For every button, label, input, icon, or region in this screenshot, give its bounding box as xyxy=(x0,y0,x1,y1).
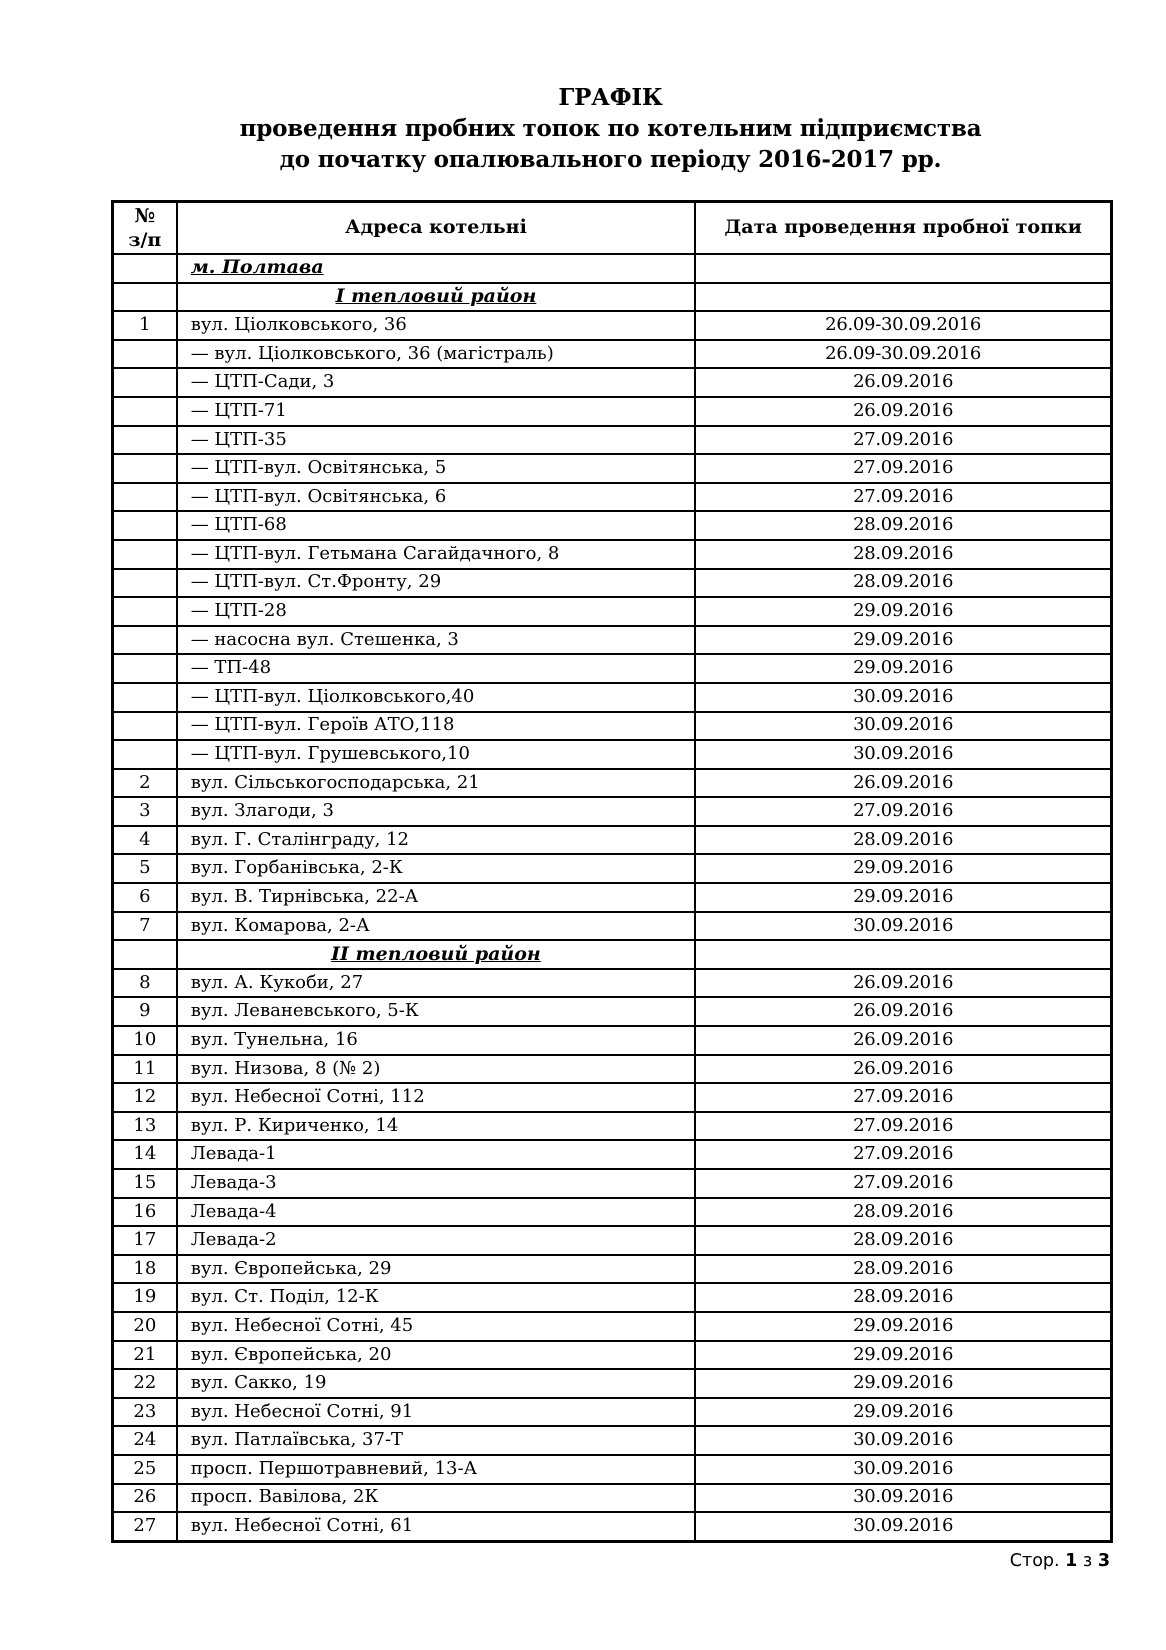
row-number-cell: 5 xyxy=(113,854,177,883)
address-cell: — насосна вул. Стешенка, 3 xyxy=(177,626,696,655)
row-number-cell: 14 xyxy=(113,1140,177,1169)
address-cell: вул. Небесної Сотні, 61 xyxy=(177,1512,696,1541)
address-cell: вул. Р. Кириченко, 14 xyxy=(177,1112,696,1141)
row-number-cell xyxy=(113,940,177,969)
address-cell: вул. Сакко, 19 xyxy=(177,1369,696,1398)
table-row xyxy=(113,511,1112,540)
row-number-cell: 13 xyxy=(113,1112,177,1141)
row-number-cell xyxy=(113,626,177,655)
date-cell: 30.09.2016 xyxy=(695,683,1111,712)
date-cell: 29.09.2016 xyxy=(695,1398,1111,1427)
page-footer xyxy=(111,1551,1110,1571)
address-cell: — ЦТП-вул. Освітянська, 6 xyxy=(177,483,696,512)
row-number-cell xyxy=(113,540,177,569)
date-cell xyxy=(695,283,1111,312)
table-row xyxy=(113,1226,1112,1255)
table-row xyxy=(113,769,1112,798)
row-number-cell xyxy=(113,740,177,769)
address-cell: просп. Першотравневий, 13-А xyxy=(177,1455,696,1484)
date-cell: 30.09.2016 xyxy=(695,712,1111,741)
row-number-cell: 4 xyxy=(113,826,177,855)
header-row xyxy=(113,202,1112,255)
row-number-cell: 26 xyxy=(113,1484,177,1513)
row-number-cell: 16 xyxy=(113,1198,177,1227)
date-cell: 27.09.2016 xyxy=(695,454,1111,483)
table-row xyxy=(113,1198,1112,1227)
address-cell: вул. Європейська, 29 xyxy=(177,1255,696,1284)
row-number-cell xyxy=(113,426,177,455)
table-row xyxy=(113,1369,1112,1398)
row-number-cell xyxy=(113,397,177,426)
date-cell: 29.09.2016 xyxy=(695,597,1111,626)
table-row xyxy=(113,311,1112,340)
document-title xyxy=(111,82,1110,175)
address-cell: просп. Вавілова, 2К xyxy=(177,1484,696,1513)
section-row xyxy=(113,254,1112,283)
row-number-cell: 18 xyxy=(113,1255,177,1284)
row-number-cell xyxy=(113,597,177,626)
table-row xyxy=(113,569,1112,598)
column-header-address: Адреса котельні xyxy=(177,202,696,255)
row-number-cell: 11 xyxy=(113,1055,177,1084)
table-row xyxy=(113,626,1112,655)
date-cell: 27.09.2016 xyxy=(695,1169,1111,1198)
row-number-cell xyxy=(113,712,177,741)
table-row xyxy=(113,997,1112,1026)
address-cell: вул. Леваневського, 5-К xyxy=(177,997,696,1026)
row-number-cell xyxy=(113,569,177,598)
table-row xyxy=(113,1283,1112,1312)
date-cell: 30.09.2016 xyxy=(695,1512,1111,1541)
address-cell: — ЦТП-вул. Освітянська, 5 xyxy=(177,454,696,483)
date-cell: 26.09.2016 xyxy=(695,1055,1111,1084)
row-number-cell: 22 xyxy=(113,1369,177,1398)
table-row xyxy=(113,912,1112,941)
row-number-cell: 8 xyxy=(113,969,177,998)
table-row xyxy=(113,797,1112,826)
row-number-cell: 17 xyxy=(113,1226,177,1255)
date-cell: 27.09.2016 xyxy=(695,1112,1111,1141)
date-cell: 27.09.2016 xyxy=(695,1083,1111,1112)
address-cell: вул. Небесної Сотні, 91 xyxy=(177,1398,696,1427)
date-cell: 29.09.2016 xyxy=(695,1369,1111,1398)
date-cell: 28.09.2016 xyxy=(695,826,1111,855)
row-number-cell: 24 xyxy=(113,1426,177,1455)
table-row xyxy=(113,826,1112,855)
row-number-cell xyxy=(113,511,177,540)
row-number-cell: 23 xyxy=(113,1398,177,1427)
address-cell: — ЦТП-Сади, 3 xyxy=(177,368,696,397)
column-header-number xyxy=(113,202,177,255)
date-cell: 26.09.2016 xyxy=(695,969,1111,998)
date-cell: 26.09.2016 xyxy=(695,1026,1111,1055)
date-cell: 30.09.2016 xyxy=(695,912,1111,941)
table-row xyxy=(113,340,1112,369)
date-cell: 28.09.2016 xyxy=(695,1226,1111,1255)
table-row xyxy=(113,1255,1112,1284)
title-line-3: до початку опалювального періоду 2016-2017 рр. xyxy=(279,146,942,173)
address-cell: вул. Сільськогосподарська, 21 xyxy=(177,769,696,798)
table-row xyxy=(113,883,1112,912)
address-cell: вул. В. Тирнівська, 22-А xyxy=(177,883,696,912)
table-row xyxy=(113,1140,1112,1169)
date-cell: 28.09.2016 xyxy=(695,540,1111,569)
table-row xyxy=(113,712,1112,741)
section-row xyxy=(113,940,1112,969)
address-cell: — ЦТП-вул. Ст.Фронту, 29 xyxy=(177,569,696,598)
address-cell: Левада-4 xyxy=(177,1198,696,1227)
address-cell: вул. Європейська, 20 xyxy=(177,1341,696,1370)
table-row xyxy=(113,1112,1112,1141)
row-number-cell xyxy=(113,654,177,683)
row-number-cell: 1 xyxy=(113,311,177,340)
address-cell: вул. Тунельна, 16 xyxy=(177,1026,696,1055)
row-number-cell: 20 xyxy=(113,1312,177,1341)
row-number-cell xyxy=(113,368,177,397)
table-row xyxy=(113,368,1112,397)
table-row xyxy=(113,1426,1112,1455)
date-cell: 30.09.2016 xyxy=(695,740,1111,769)
address-cell: вул. Г. Сталінграду, 12 xyxy=(177,826,696,855)
address-cell: Левада-3 xyxy=(177,1169,696,1198)
row-number-cell: 12 xyxy=(113,1083,177,1112)
date-cell: 26.09.2016 xyxy=(695,397,1111,426)
date-cell xyxy=(695,940,1111,969)
address-cell: — ЦТП-68 xyxy=(177,511,696,540)
address-cell: — ЦТП-вул. Героїв АТО,118 xyxy=(177,712,696,741)
address-cell: вул. Горбанівська, 2-К xyxy=(177,854,696,883)
table-row xyxy=(113,854,1112,883)
date-cell: 28.09.2016 xyxy=(695,1283,1111,1312)
row-number-cell: 9 xyxy=(113,997,177,1026)
footer-total-pages: 3 xyxy=(1097,1551,1110,1571)
date-cell: 29.09.2016 xyxy=(695,1312,1111,1341)
row-number-cell: 21 xyxy=(113,1341,177,1370)
date-cell: 26.09.2016 xyxy=(695,997,1111,1026)
table-row xyxy=(113,1312,1112,1341)
date-cell: 28.09.2016 xyxy=(695,569,1111,598)
footer-separator: з xyxy=(1082,1551,1093,1571)
footer-label: Стор. xyxy=(1009,1551,1060,1571)
row-number-cell xyxy=(113,283,177,312)
date-cell: 29.09.2016 xyxy=(695,626,1111,655)
row-number-cell xyxy=(113,483,177,512)
address-cell: вул. Ціолковського, 36 xyxy=(177,311,696,340)
row-number-cell xyxy=(113,340,177,369)
address-cell: — ТП-48 xyxy=(177,654,696,683)
row-number-cell: 15 xyxy=(113,1169,177,1198)
column-header-number-line1: № xyxy=(134,205,156,227)
address-cell: — ЦТП-вул. Грушевського,10 xyxy=(177,740,696,769)
date-cell: 30.09.2016 xyxy=(695,1484,1111,1513)
section-label-text: ІІ тепловий район xyxy=(331,942,541,965)
section-label-text: І тепловий район xyxy=(335,284,537,307)
date-cell: 27.09.2016 xyxy=(695,483,1111,512)
address-cell: Левада-2 xyxy=(177,1226,696,1255)
row-number-cell: 25 xyxy=(113,1455,177,1484)
row-number-cell: 7 xyxy=(113,912,177,941)
table-row xyxy=(113,1455,1112,1484)
date-cell xyxy=(695,254,1111,283)
address-cell: — ЦТП-вул. Гетьмана Сагайдачного, 8 xyxy=(177,540,696,569)
date-cell: 30.09.2016 xyxy=(695,1426,1111,1455)
row-number-cell xyxy=(113,454,177,483)
section-row xyxy=(113,283,1112,312)
row-number-cell: 2 xyxy=(113,769,177,798)
footer-page-number: 1 xyxy=(1065,1551,1078,1571)
date-cell: 26.09.2016 xyxy=(695,368,1111,397)
table-row xyxy=(113,1083,1112,1112)
address-cell: вул. Комарова, 2-А xyxy=(177,912,696,941)
table-row xyxy=(113,683,1112,712)
table-row xyxy=(113,969,1112,998)
schedule-table xyxy=(111,200,1113,1543)
date-cell: 29.09.2016 xyxy=(695,854,1111,883)
address-cell: вул. Небесної Сотні, 112 xyxy=(177,1083,696,1112)
address-cell: вул. Небесної Сотні, 45 xyxy=(177,1312,696,1341)
date-cell: 28.09.2016 xyxy=(695,1198,1111,1227)
date-cell: 26.09-30.09.2016 xyxy=(695,311,1111,340)
section-label xyxy=(177,283,696,312)
table-row xyxy=(113,1398,1112,1427)
address-cell: вул. Злагоди, 3 xyxy=(177,797,696,826)
title-line-1: ГРАФІК xyxy=(558,84,663,111)
table-row xyxy=(113,483,1112,512)
address-cell: — ЦТП-28 xyxy=(177,597,696,626)
address-cell: вул. А. Кукоби, 27 xyxy=(177,969,696,998)
date-cell: 27.09.2016 xyxy=(695,426,1111,455)
schedule-table-header xyxy=(113,202,1112,255)
row-number-cell: 3 xyxy=(113,797,177,826)
table-row xyxy=(113,597,1112,626)
row-number-cell: 19 xyxy=(113,1283,177,1312)
table-row xyxy=(113,1055,1112,1084)
table-row xyxy=(113,1169,1112,1198)
table-row xyxy=(113,540,1112,569)
address-cell: вул. Патлаївська, 37-Т xyxy=(177,1426,696,1455)
column-header-number-line2: з/п xyxy=(128,229,162,251)
address-cell: вул. Ст. Поділ, 12-К xyxy=(177,1283,696,1312)
title-line-2: проведення пробних топок по котельним підприємства xyxy=(239,115,982,142)
date-cell: 26.09-30.09.2016 xyxy=(695,340,1111,369)
date-cell: 28.09.2016 xyxy=(695,511,1111,540)
date-cell: 29.09.2016 xyxy=(695,1341,1111,1370)
row-number-cell xyxy=(113,254,177,283)
section-label-text: м. Полтава xyxy=(190,256,324,279)
date-cell: 27.09.2016 xyxy=(695,1140,1111,1169)
table-row xyxy=(113,1341,1112,1370)
section-label xyxy=(177,254,696,283)
row-number-cell: 27 xyxy=(113,1512,177,1541)
address-cell: — вул. Ціолковського, 36 (магістраль) xyxy=(177,340,696,369)
schedule-table-body xyxy=(113,254,1112,1541)
address-cell: вул. Низова, 8 (№ 2) xyxy=(177,1055,696,1084)
date-cell: 29.09.2016 xyxy=(695,883,1111,912)
date-cell: 27.09.2016 xyxy=(695,797,1111,826)
row-number-cell: 6 xyxy=(113,883,177,912)
table-row xyxy=(113,1026,1112,1055)
row-number-cell: 10 xyxy=(113,1026,177,1055)
table-row xyxy=(113,397,1112,426)
date-cell: 30.09.2016 xyxy=(695,1455,1111,1484)
date-cell: 29.09.2016 xyxy=(695,654,1111,683)
address-cell: — ЦТП-35 xyxy=(177,426,696,455)
date-cell: 28.09.2016 xyxy=(695,1255,1111,1284)
table-row xyxy=(113,1484,1112,1513)
address-cell: Левада-1 xyxy=(177,1140,696,1169)
column-header-date: Дата проведення пробної топки xyxy=(695,202,1111,255)
table-row xyxy=(113,426,1112,455)
date-cell: 26.09.2016 xyxy=(695,769,1111,798)
table-row xyxy=(113,454,1112,483)
table-row xyxy=(113,654,1112,683)
address-cell: — ЦТП-вул. Ціолковського,40 xyxy=(177,683,696,712)
address-cell: — ЦТП-71 xyxy=(177,397,696,426)
table-row xyxy=(113,1512,1112,1541)
table-row xyxy=(113,740,1112,769)
section-label xyxy=(177,940,696,969)
row-number-cell xyxy=(113,683,177,712)
